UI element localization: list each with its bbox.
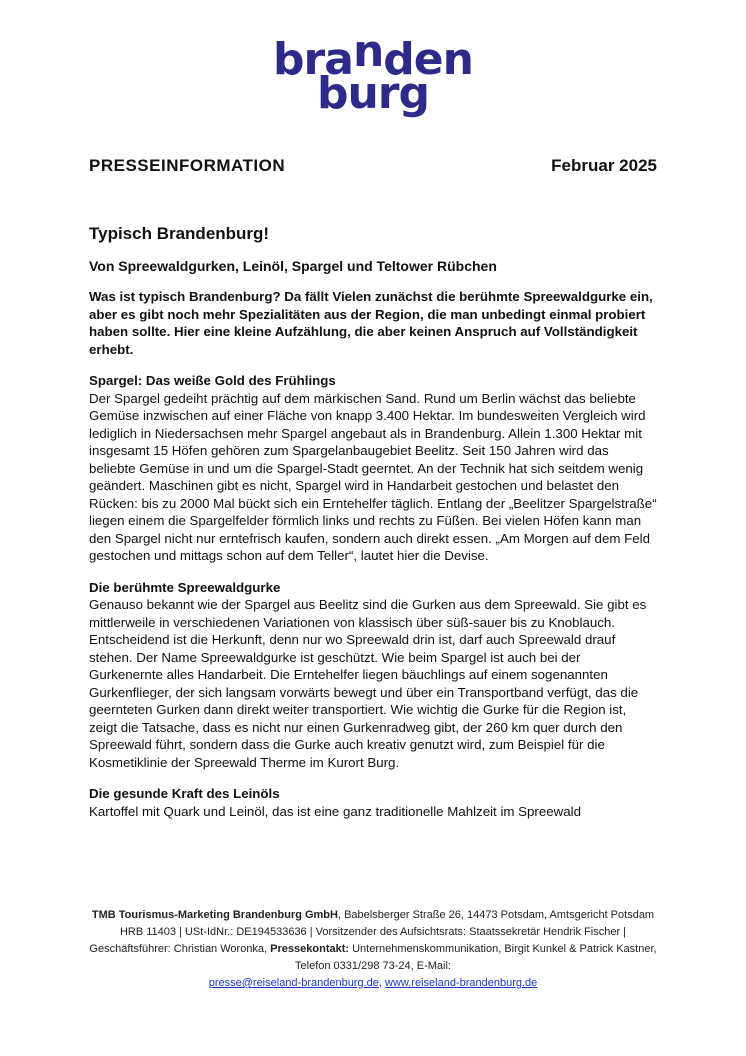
page-subtitle: Von Spreewaldgurken, Leinöl, Spargel und Teltower Rübchen	[89, 258, 497, 274]
website-link[interactable]: www.reiseland-brandenburg.de	[385, 977, 538, 989]
footer-imprint	[89, 907, 657, 992]
footer-text-1: , Babelsberger Straße 26, 14473 Potsdam, Amtsgericht Potsdam HRB 11403 | USt-IdNr.: DE194533636 | Vorsitzender des Aufsichtsrats: Staatssekretär Hendrik Fischer | Geschäftsführer: Christian Woronka,	[89, 909, 655, 955]
logo-text-line2: burg	[316, 68, 429, 119]
footer-text-2: Unternehmenskommunikation, Birgit Kunkel & Patrick Kastner, Telefon 0331/298 73-24, E-Mail:	[295, 943, 657, 972]
section-title-spreewaldgurke: Die berühmte Spreewaldgurke	[89, 579, 281, 595]
logo-text-raised: n	[352, 26, 384, 77]
document-header	[89, 156, 657, 178]
section-body-spreewaldgurke: Genauso bekannt wie der Spargel aus Beelitz sind die Gurken aus dem Spreewald. Sie gibt es mittlerweile in verschiedenen Variationen von klassisch über süß-sauer bis zu Knoblauch. Entscheidend ist die Herkunft, denn nur wo Spreewald drin ist, darf auch Spreewald drauf stehen. Der Name Spreewaldgurke ist geschützt. Wie beim Spargel ist auch bei der Gurkenernte alles Handarbeit. Die Erntehelfer liegen bäuchlings auf einem sogenannten Gurkenflieger, der sich langsam vorwärts bewegt und über ein Transportband verfügt, das die geernteten Gurken dann direkt weiter transportiert. Wie wichtig die Gurke für die Region ist, zeigt die Tatsache, dass es nicht nur einen Gurkenradweg gibt, der 260 km quer durch den Spreewald führt, sondern dass die Gurke auch kreativ genutzt wird, zum Beispiel für die Kosmetiklinie der Spreewald Therme im Kurort Burg.	[89, 597, 647, 770]
footer-contact-label: Pressekontakt:	[270, 943, 350, 955]
logo-text-part: bra	[273, 34, 353, 85]
footer-company: TMB Tourismus-Marketing Brandenburg GmbH	[91, 909, 338, 921]
document-date: Februar 2025	[551, 156, 657, 175]
lead-paragraph: Was ist typisch Brandenburg? Da fällt Vielen zunächst die berühmte Spreewaldgurke ein, aber es gibt noch mehr Spezialitäten aus der Region, die man unbedingt einmal probiert haben sollte. Hier eine kleine Aufzählung, die aber keinen Anspruch auf Vollständigkeit erhebt.	[89, 289, 653, 357]
document-body	[89, 224, 657, 834]
press-label: PRESSEINFORMATION	[89, 156, 286, 175]
section-title-spargel: Spargel: Das weiße Gold des Frühlings	[89, 373, 336, 388]
section-title-leinoel: Die gesunde Kraft des Leinöls	[89, 786, 280, 801]
section-body-spargel: Der Spargel gedeiht prächtig auf dem märkischen Sand. Rund um Berlin wächst das beliebte Gemüse inzwischen auf einer Fläche von knapp 3.400 Hektar. Im bundesweiten Vergleich wird lediglich in Niedersachsen mehr Spargel angebaut als in Brandenburg. Allein 1.300 Hektar mit insgesamt 15 Höfen gehören zum Spargelanbaugebiet Beelitz. Seit 150 Jahren wird das beliebte Gemüse in und um die Spargel-Stadt geerntet. An der Technik hat sich seitdem wenig geändert. Maschinen gibt es nicht, Spargel wird in Handarbeit gestochen und belastet den Rücken: bis zu 2000 Mal bückt sich ein Erntehelfer täglich. Entlang der „Beelitzer Spargelstraße“ liegen einem die Spargelfelder förmlich links und rechts zu Füßen. Bei vielen Höfen kann man den Spargel nicht nur erntefrisch kaufen, sondern auch direkt essen. „Am Morgen auf dem Feld gestochen und mittags schon auf dem Teller“, lautet hier die Devise.	[89, 390, 657, 563]
logo-text-part: den	[383, 34, 473, 85]
email-link[interactable]: presse@reiseland-brandenburg.de	[208, 977, 379, 989]
page-title: Typisch Brandenburg!	[89, 224, 270, 243]
footer-separator: ,	[378, 977, 386, 989]
section-body-leinoel: Kartoffel mit Quark und Leinöl, das ist eine ganz traditionelle Mahlzeit im Spreewald	[89, 803, 581, 819]
brandenburg-logo	[0, 26, 746, 119]
